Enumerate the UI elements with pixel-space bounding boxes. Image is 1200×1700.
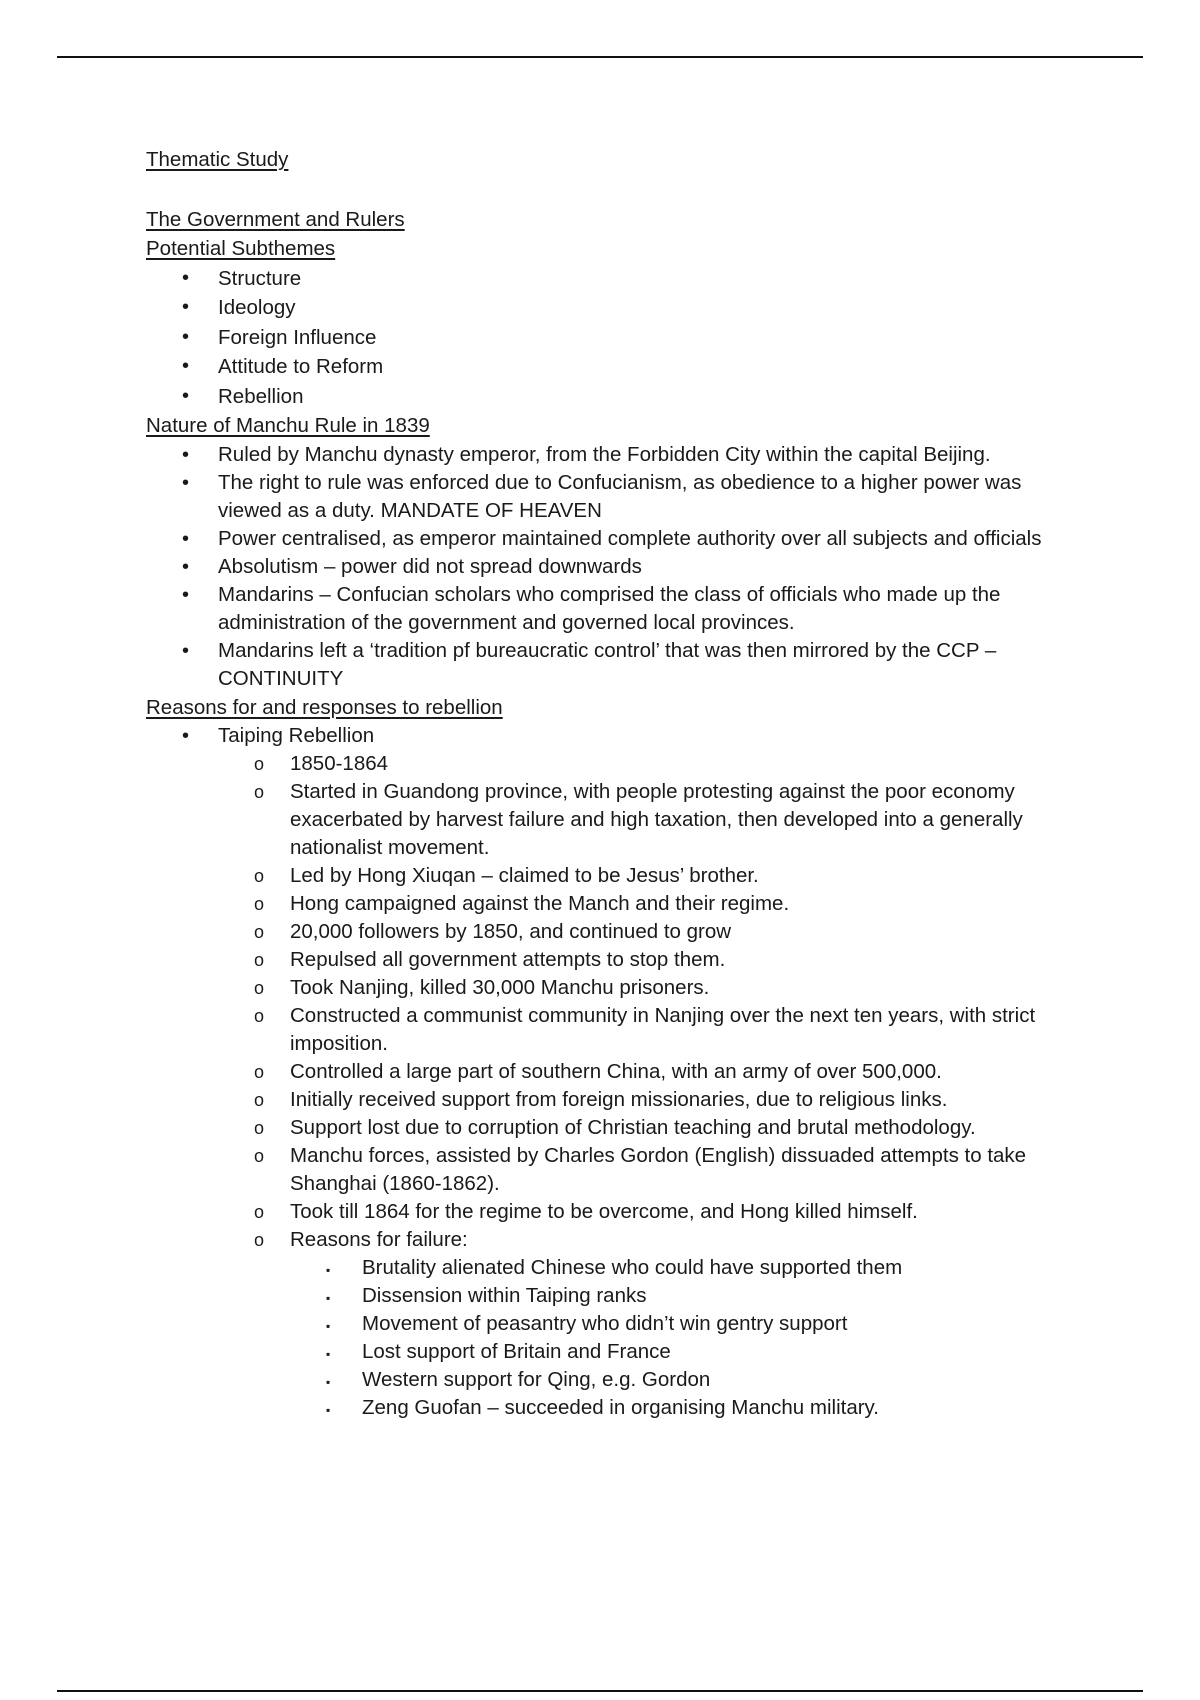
bullet-icon: • <box>182 527 190 550</box>
bullet-icon: • <box>182 725 190 747</box>
list-item: • Structure <box>146 264 1066 294</box>
list-item: • Ideology <box>146 293 1066 323</box>
list-item: o Repulsed all government attempts to stop them. <box>218 946 1066 974</box>
manchu-rule-list <box>146 441 1066 693</box>
circle-bullet-icon: o <box>254 866 265 886</box>
circle-bullet-icon: o <box>254 978 265 998</box>
list-item: • Mandarins left a ‘tradition pf bureaucratic control’ that was then mirrored by the CCP – CONTINUITY <box>182 638 997 690</box>
failure-reasons-list <box>290 1254 1066 1422</box>
list-item: • Power centralised, as emperor maintained complete authority over all subjects and officials <box>146 525 1066 553</box>
taiping-label: Taiping Rebellion <box>218 724 375 747</box>
bullet-icon: • <box>182 583 190 606</box>
list-item: o 20,000 followers by 1850, and continued to grow <box>218 918 1066 946</box>
manchu-rule-heading: Nature of Manchu Rule in 1839 <box>146 414 430 437</box>
square-bullet-icon: ▪ <box>326 1319 331 1333</box>
header-rule <box>57 56 1143 58</box>
rebellion-list <box>146 722 1066 1422</box>
circle-bullet-icon: o <box>254 1230 265 1250</box>
list-item: • Absolutism – power did not spread downwards <box>146 553 1066 581</box>
bullet-icon: • <box>182 639 190 662</box>
list-item <box>146 722 1066 1422</box>
list-item: o Constructed a communist community in Nanjing over the next ten years, with strict imposition. <box>254 1004 1036 1055</box>
list-item: ▪ Brutality alienated Chinese who could have supported them <box>290 1254 1066 1282</box>
document-title: Thematic Study <box>146 148 289 171</box>
failure-label: Reasons for failure: <box>290 1228 468 1251</box>
document-body <box>146 145 1066 1422</box>
list-item: ▪ Western support for Qing, e.g. Gordon <box>290 1366 1066 1394</box>
list-item: o Took till 1864 for the regime to be overcome, and Hong killed himself. <box>218 1198 1066 1226</box>
subthemes-list <box>146 264 1066 412</box>
circle-bullet-icon: o <box>254 922 265 942</box>
list-item: o Initially received support from foreign missionaries, due to religious links. <box>218 1086 1066 1114</box>
list-item: o Manchu forces, assisted by Charles Gordon (English) dissuaded attempts to take Shanghai (1860-1862). <box>254 1144 1027 1195</box>
circle-bullet-icon: o <box>254 1062 265 1082</box>
subthemes-heading: Potential Subthemes <box>146 237 336 260</box>
square-bullet-icon: ▪ <box>326 1263 331 1277</box>
bullet-icon: • <box>182 555 190 578</box>
bullet-icon: • <box>182 443 190 466</box>
bullet-icon: • <box>182 296 190 318</box>
square-bullet-icon: ▪ <box>326 1375 331 1389</box>
bullet-icon: • <box>182 384 190 407</box>
list-item: • Attitude to Reform <box>146 352 1066 382</box>
circle-bullet-icon: o <box>254 754 265 774</box>
section-title: The Government and Rulers <box>146 207 405 231</box>
list-item: ▪ Lost support of Britain and France <box>290 1338 1066 1366</box>
list-item: • Foreign Influence <box>146 323 1066 353</box>
taiping-points <box>218 750 1066 1422</box>
bullet-icon: • <box>182 471 190 494</box>
list-item: • The right to rule was enforced due to Confucianism, as obedience to a higher power was viewed as a duty. MANDATE OF HEAVEN <box>182 470 1022 522</box>
spacer <box>146 175 1066 205</box>
circle-bullet-icon: o <box>254 782 265 802</box>
square-bullet-icon: ▪ <box>326 1347 331 1361</box>
list-item: • Mandarins – Confucian scholars who comprised the class of officials who made up the administration of the government and governed local provinces. <box>182 582 1001 634</box>
list-item: o Support lost due to corruption of Christian teaching and brutal methodology. <box>218 1114 1066 1142</box>
list-item: o Controlled a large part of southern China, with an army of over 500,000. <box>218 1058 1066 1086</box>
list-item <box>218 1226 1066 1422</box>
list-item: o Started in Guandong province, with people protesting against the poor economy exacerbated by harvest failure and high taxation, then developed into a generally nationalist movement. <box>254 780 1023 859</box>
bullet-icon: • <box>182 355 190 377</box>
footer-rule <box>57 1690 1143 1692</box>
list-item: o Led by Hong Xiuqan – claimed to be Jesus’ brother. <box>218 862 1066 890</box>
circle-bullet-icon: o <box>254 1006 265 1026</box>
list-item: ▪ Dissension within Taiping ranks <box>290 1282 1066 1310</box>
list-item: • Rebellion <box>146 382 1066 412</box>
square-bullet-icon: ▪ <box>326 1291 331 1305</box>
list-item: o 1850-1864 <box>218 750 1066 778</box>
circle-bullet-icon: o <box>254 1202 265 1222</box>
list-item: • Ruled by Manchu dynasty emperor, from the Forbidden City within the capital Beijing. <box>146 441 1066 469</box>
list-item: o Hong campaigned against the Manch and their regime. <box>218 890 1066 918</box>
circle-bullet-icon: o <box>254 950 265 970</box>
list-item: ▪ Movement of peasantry who didn’t win gentry support <box>290 1310 1066 1338</box>
bullet-icon: • <box>182 325 190 348</box>
circle-bullet-icon: o <box>254 1146 265 1166</box>
rebellion-heading: Reasons for and responses to rebellion <box>146 695 503 719</box>
circle-bullet-icon: o <box>254 1118 265 1138</box>
list-item: ▪ Zeng Guofan – succeeded in organising Manchu military. <box>290 1394 1066 1422</box>
square-bullet-icon: ▪ <box>326 1403 331 1417</box>
circle-bullet-icon: o <box>254 1090 265 1110</box>
bullet-icon: • <box>182 266 190 289</box>
circle-bullet-icon: o <box>254 894 265 914</box>
list-item: o Took Nanjing, killed 30,000 Manchu prisoners. <box>218 974 1066 1002</box>
